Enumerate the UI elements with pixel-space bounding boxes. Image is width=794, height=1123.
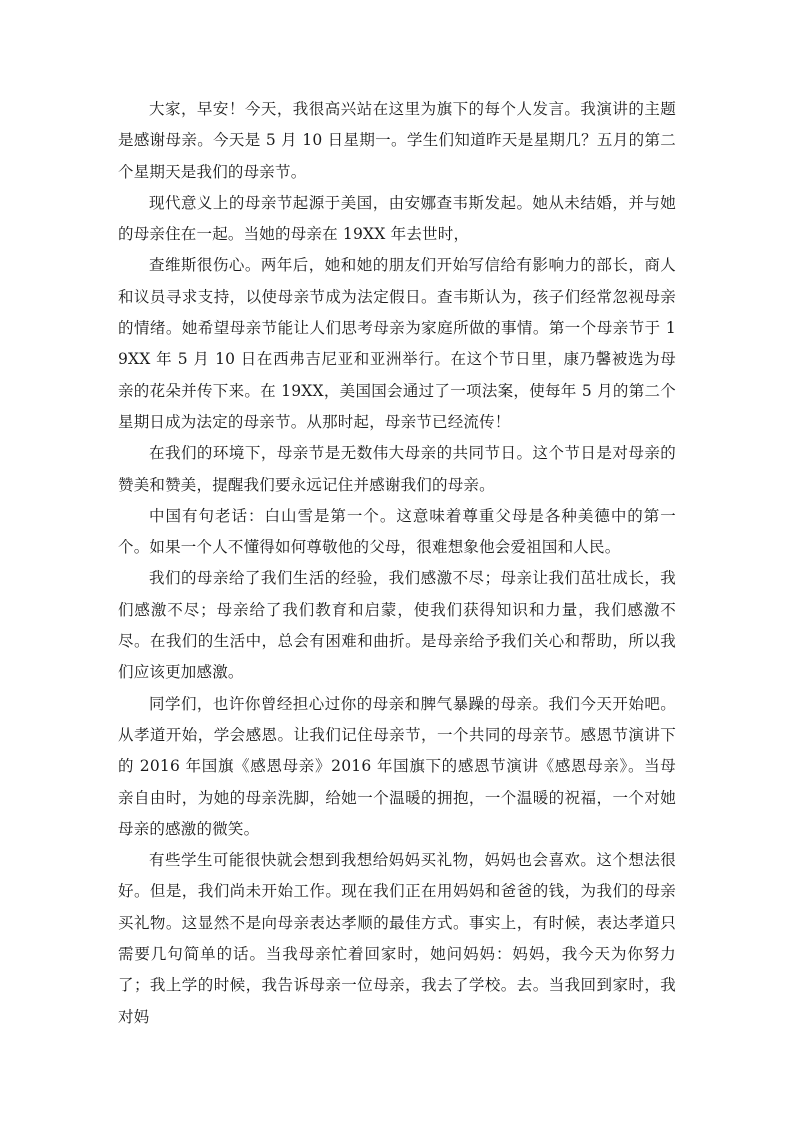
paragraph-gifts: 有些学生可能很快就会想到我想给妈妈买礼物，妈妈也会喜欢。这个想法很好。但是，我们尚未开始工作。现在我们正在用妈妈和爸爸的钱，为我们的母亲买礼物。这显然不是向母亲表达孝顺的最佳方式。事实上，有时候，表达孝道只需要几句简单的话。当我母亲忙着回家时，她问妈妈：妈妈，我今天为你努力了；我上学的时候，我告诉母亲一位母亲，我去了学校。去。当我回到家时，我对妈 (118, 851, 676, 1026)
paragraph-classmates: 同学们，也许你曾经担心过你的母亲和脾气暴躁的母亲。我们今天开始吧。从孝道开始，学会感恩。让我们记住母亲节，一个共同的母亲节。感恩节演讲下的 2016 年国旗《感恩母亲》2016 年国旗下的感恩节演讲《感恩母亲》。当母亲自由时，为她的母亲洗脚，给她一个温暖的拥抱，一个温暖的祝福，一个对她母亲的感激的微笑。 (118, 694, 676, 838)
paragraph-history: 查维斯很伤心。两年后，她和她的朋友们开始写信给有影响力的部长，商人和议员寻求支持，以使母亲节成为法定假日。查韦斯认为，孩子们经常忽视母亲的情绪。她希望母亲节能让人们思考母亲为家庭所做的事情。第一个母亲节于 19XX 年 5 月 10 日在西弗吉尼亚和亚洲举行。在这个节日里，康乃馨被选为母亲的花朵并传下来。在 19XX，美国国会通过了一项法案，使每年 5 月的第二个星期日成为法定的母亲节。从那时起，母亲节已经流传！ (118, 256, 676, 431)
paragraph-gratitude: 我们的母亲给了我们生活的经验，我们感激不尽；母亲让我们茁壮成长，我们感激不尽；母亲给了我们教育和启蒙，使我们获得知识和力量，我们感激不尽。在我们的生活中，总会有困难和曲折。是母亲给予我们关心和帮助，所以我们应该更加感激。 (118, 569, 676, 682)
document-body (118, 94, 676, 1033)
paragraph-proverb: 中国有句老话：白山雪是第一个。这意味着尊重父母是各种美德中的第一个。如果一个人不懂得如何尊敬他的父母，很难想象他会爱祖国和人民。 (118, 506, 676, 557)
paragraph-origin: 现代意义上的母亲节起源于美国，由安娜查韦斯发起。她从未结婚，并与她的母亲住在一起。当她的母亲在 19XX 年去世时， (118, 193, 676, 244)
paragraph-greeting: 大家，早安！今天，我很高兴站在这里为旗下的每个人发言。我演讲的主题是感谢母亲。今天是 5 月 10 日星期一。学生们知道昨天是星期几？五月的第二个星期天是我们的母亲节。 (118, 100, 676, 181)
paragraph-festival-meaning: 在我们的环境下，母亲节是无数伟大母亲的共同节日。这个节日是对母亲的赞美和赞美，提醒我们要永远记住并感谢我们的母亲。 (118, 444, 676, 494)
